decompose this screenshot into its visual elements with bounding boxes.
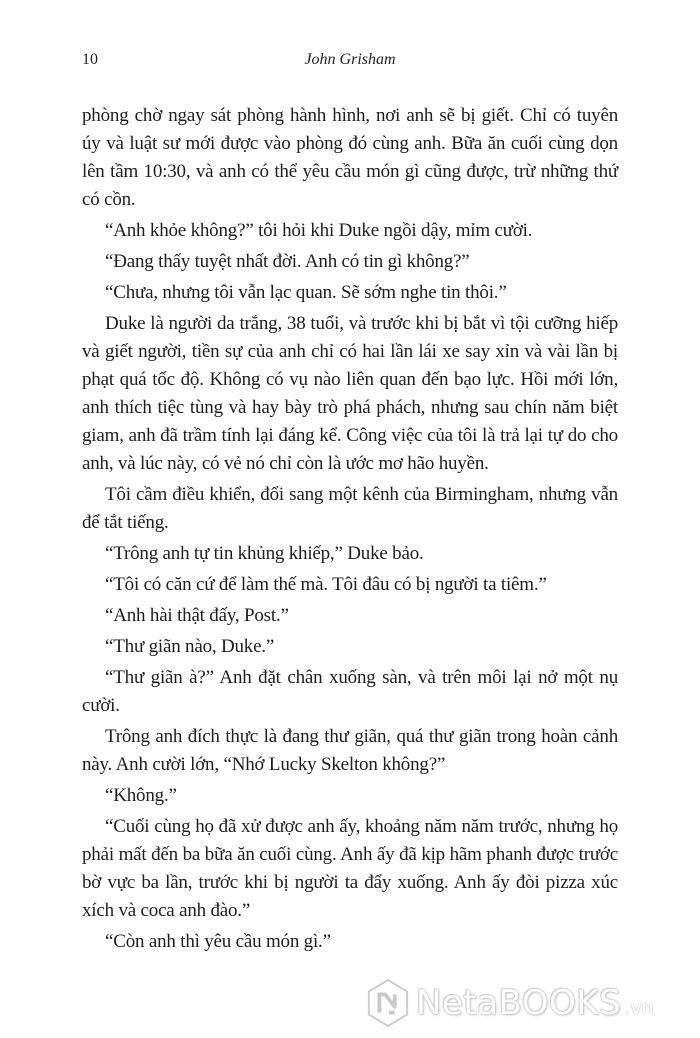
watermark-brand: NetaBOOKS [416, 983, 622, 1023]
paragraph: “Tôi có căn cứ để làm thế mà. Tôi đâu có bị người ta tiêm.” [105, 574, 547, 595]
paragraph: “Thư giãn à?” Anh đặt chân xuống sàn, và trên môi lại nở một nụ cười. [82, 667, 618, 716]
paragraph: “Đang thấy tuyệt nhất đời. Anh có tin gì không?” [105, 251, 470, 272]
paragraph: “Còn anh thì yêu cầu món gì.” [105, 931, 331, 952]
page-number: 10 [82, 51, 98, 68]
paragraph: Duke là người da trắng, 38 tuổi, và trước khi bị bắt vì tội cưỡng hiếp và giết người, tiền sự của anh chỉ có hai lần lái xe say xỉn và vài lần bị phạt quá tốc độ. Không có vụ nào liên quan đến bạo lực. Hồi mới lớn, anh thích tiệc tùng và hay bày trò phá phách, nhưng sau chín năm biệt giam, anh đã trầm tính lại đáng kể. Công việc của tôi là trả lại tự do cho anh, và lúc này, có vẻ nó chỉ còn là ước mơ hão huyền. [82, 313, 618, 474]
paragraph: Trông anh đích thực là đang thư giãn, quá thư giãn trong hoàn cảnh này. Anh cười lớn, “Nhớ Lucky Skelton không?” [82, 726, 618, 775]
paragraph: “Anh khỏe không?” tôi hỏi khi Duke ngồi dậy, mỉm cười. [105, 220, 533, 241]
watermark-tld: .vn [624, 997, 654, 1019]
body-text [82, 0, 618, 952]
paragraph: Tôi cầm điều khiển, đổi sang một kênh của Birmingham, nhưng vẫn để tắt tiếng. [82, 484, 618, 533]
paragraph: “Thư giãn nào, Duke.” [105, 636, 275, 657]
netabooks-logo-icon [366, 978, 410, 1028]
watermark [366, 975, 692, 1031]
paragraph: “Cuối cùng họ đã xử được anh ấy, khoảng năm năm trước, nhưng họ phải mất đến ba bữa ăn cuối cùng. Anh ấy đã kịp hãm phanh được trước bờ vực ba lần, trước khi bị người ta đẩy xuống. Anh ấy đòi pizza xúc xích và coca anh đào.” [82, 816, 618, 921]
paragraph: “Chưa, nhưng tôi vẫn lạc quan. Sẽ sớm nghe tin thôi.” [105, 282, 507, 303]
paragraph: phòng chờ ngay sát phòng hành hình, nơi anh sẽ bị giết. Chỉ có tuyên úy và luật sư mới được vào phòng đó cùng anh. Bữa ăn cuối cùng dọn lên tầm 10:30, và anh có thể yêu cầu món gì cũng được, trừ những thứ có cồn. [82, 105, 618, 210]
paragraph: “Trông anh tự tin khủng khiếp,” Duke bảo. [105, 543, 424, 564]
paragraph: “Anh hài thật đấy, Post.” [105, 605, 289, 626]
paragraph: “Không.” [105, 785, 177, 806]
running-title: John Grisham [304, 51, 396, 68]
